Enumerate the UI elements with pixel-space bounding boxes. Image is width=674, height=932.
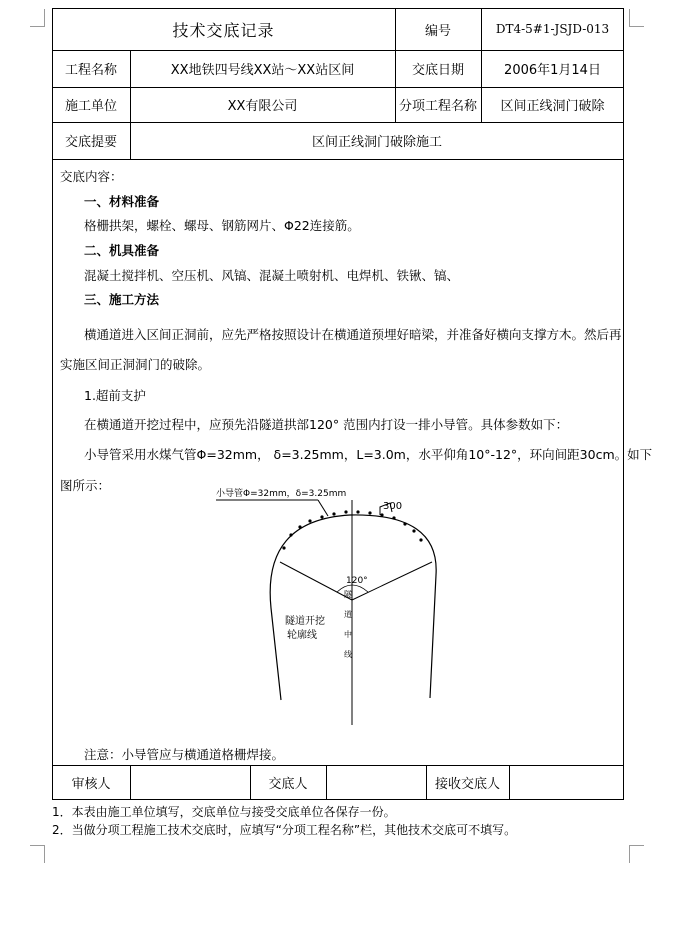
code-label: 编号 <box>424 23 451 39</box>
content-heading: 交底内容： <box>60 169 123 184</box>
angle-line-left <box>280 562 352 600</box>
disclosure-date-label: 交底日期 <box>411 63 464 78</box>
small-pipe-marker <box>320 515 323 518</box>
excavation-outline <box>270 515 436 700</box>
small-pipe-marker <box>403 522 406 525</box>
section-text: 格栅拱架，螺栓、螺母、钢筋网片、Φ22连接筋。 <box>84 218 360 233</box>
paragraph-line: 小导管采用水煤气管Φ=32mm， δ=3.25mm，L=3.0m，水平仰角10°-12°，环向间距30cm。如下 <box>84 447 653 462</box>
small-pipe-marker <box>419 538 422 541</box>
centerline-char: 道 <box>344 610 352 619</box>
pipe-label: 小导管Φ=32mm，δ=3.25mm <box>216 489 347 499</box>
sub-project-label: 分项工程名称 <box>398 99 477 114</box>
centerline-char: 线 <box>344 650 352 659</box>
centerline-char: 中 <box>344 630 352 639</box>
disclosure-date-value: 2006年1月14日 <box>504 63 601 78</box>
small-pipe-marker <box>332 512 335 515</box>
page-title: 技术交底记录 <box>172 20 275 40</box>
leader-line <box>318 500 328 516</box>
note-text: 注意：小导管应与横通道格栅焊接。 <box>84 747 285 762</box>
outline-label: 隧道开挖 <box>285 616 325 627</box>
small-pipe-marker <box>380 513 383 516</box>
small-pipe-marker <box>392 516 395 519</box>
summary-value: 区间正线洞门破除施工 <box>311 135 442 150</box>
angle-label: 120° <box>346 576 368 586</box>
footnote: 2．当做分项工程施工技术交底时，应填写“分项工程名称”栏，其他技术交底可不填写。 <box>52 823 517 837</box>
code-value: DT4-5#1-JSJD-013 <box>495 22 610 36</box>
section-title: 三、施工方法 <box>84 292 160 307</box>
paragraph-line: 实施区间正洞洞门的破除。 <box>60 357 211 372</box>
construction-unit-label: 施工单位 <box>64 99 117 114</box>
section-title: 一、材料准备 <box>84 194 160 209</box>
small-pipe-marker <box>289 533 292 536</box>
small-pipe-marker <box>282 546 285 549</box>
small-pipe-marker <box>412 529 415 532</box>
small-pipe-marker <box>356 510 359 513</box>
summary-label: 交底提要 <box>64 135 117 150</box>
section-title: 二、机具准备 <box>84 243 160 258</box>
small-pipe-marker <box>308 519 311 522</box>
small-pipe-marker <box>344 510 347 513</box>
reviewer-label: 审核人 <box>71 777 111 792</box>
footnote: 1．本表由施工单位填写，交底单位与接受交底单位各保存一份。 <box>52 805 396 819</box>
centerline-char: 隧 <box>344 590 352 599</box>
project-name-label: 工程名称 <box>64 63 117 78</box>
paragraph-line: 横通道进入区间正洞前，应先严格按照设计在横通道预埋好暗梁，并准备好横向支撑方木。然后再 <box>84 327 622 342</box>
dimension-label: 300 <box>383 501 403 512</box>
reviewer-signature[interactable] <box>130 765 250 800</box>
paragraph-line: 图所示： <box>60 478 111 493</box>
receiver-signature[interactable] <box>509 765 624 800</box>
small-pipe-marker <box>368 511 371 514</box>
receiver-label: 接收交底人 <box>434 777 500 792</box>
construction-unit-value: XX有限公司 <box>227 99 298 114</box>
paragraph-line: 在横通道开挖过程中，应预先沿隧道拱部120° 范围内打设一排小导管。具体参数如下： <box>84 417 569 432</box>
subsection-title: 1.超前支护 <box>84 388 146 403</box>
project-name-value: XX地铁四号线XX站～XX站区间 <box>170 63 355 78</box>
discloser-signature[interactable] <box>326 765 426 800</box>
section-text: 混凝土搅拌机、空压机、风镐、混凝土喷射机、电焊机、铁锹、镐、 <box>84 268 460 283</box>
small-pipe-marker <box>298 525 301 528</box>
sub-project-value: 区间正线洞门破除 <box>500 99 605 114</box>
discloser-label: 交底人 <box>268 777 308 792</box>
outline-label: 轮廓线 <box>287 630 317 641</box>
